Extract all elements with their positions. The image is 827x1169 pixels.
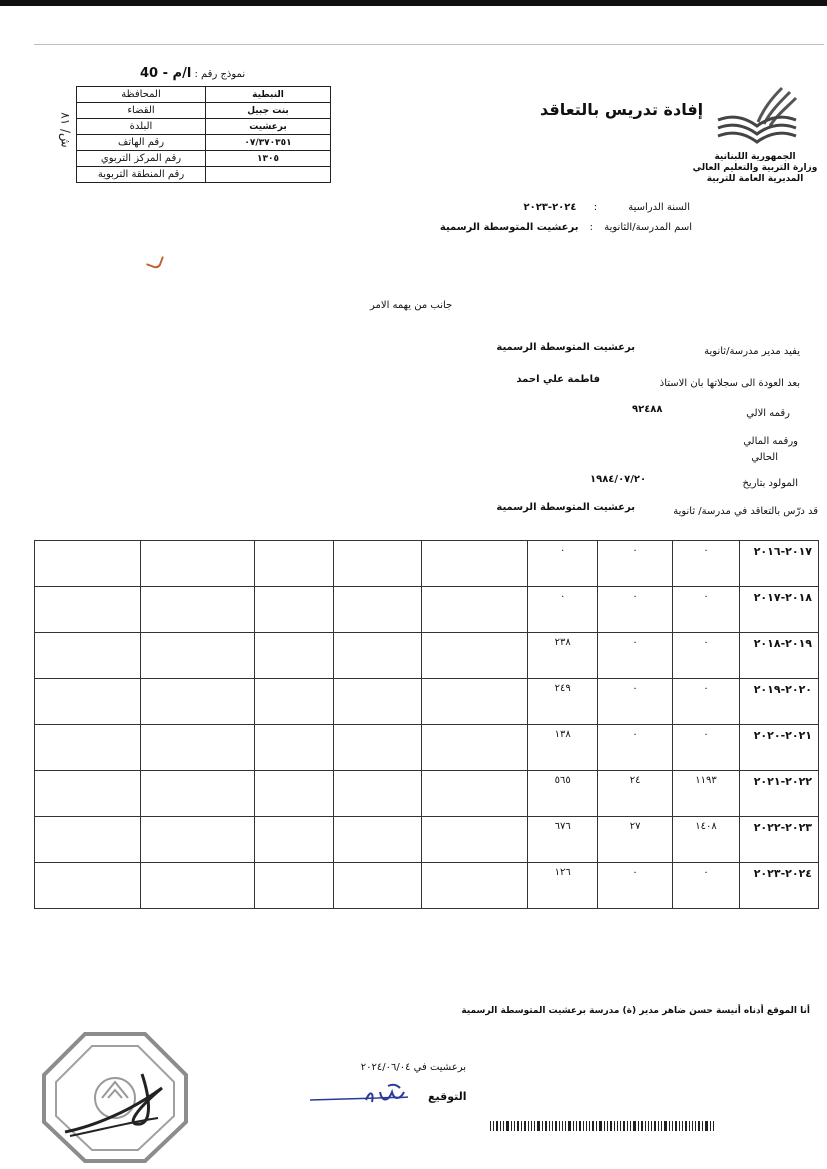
value-cell: ٠: [673, 863, 740, 909]
barcode-bar: [568, 1121, 571, 1131]
barcode-bar: [552, 1121, 553, 1131]
barcode-bar: [620, 1121, 621, 1131]
year-cell: ٢٠١٧-٢٠١٦: [739, 541, 818, 587]
value-cell: ١٣٨: [528, 725, 598, 771]
barcode-bar: [500, 1121, 501, 1131]
document-title: إفادة تدريس بالتعاقد: [540, 100, 704, 119]
barcode-bar: [521, 1121, 522, 1131]
value-cell: ٠: [528, 541, 598, 587]
ministry-line-2: وزارة التربية والتعليم العالي: [692, 163, 818, 173]
empty-cell: [140, 633, 254, 679]
barcode-bar: [555, 1121, 557, 1131]
value-cell: ٠: [673, 541, 740, 587]
empty-cell: [422, 541, 528, 587]
school-name-label: اسم المدرسة/الثانوية: [604, 222, 692, 233]
barcode-bar: [562, 1121, 563, 1131]
info-value: ١٣٠٥: [206, 151, 331, 167]
body-line2-label: بعد العودة الى سجلاتها بان الاستاذ: [659, 378, 800, 389]
empty-cell: [333, 587, 422, 633]
barcode-bar: [654, 1121, 656, 1131]
barcode-bar: [592, 1121, 594, 1131]
year-cell: ٢٠٢٠-٢٠١٩: [739, 679, 818, 725]
empty-cell: [422, 863, 528, 909]
info-value: النبطية: [206, 87, 331, 103]
info-row: [77, 151, 331, 167]
barcode-bar: [534, 1121, 535, 1131]
empty-cell: [333, 541, 422, 587]
handwritten-signature-icon: [308, 1082, 420, 1108]
empty-cell: [333, 679, 422, 725]
info-label: البلدة: [77, 119, 206, 135]
empty-cell: [140, 587, 254, 633]
value-cell: ٠: [598, 633, 673, 679]
school-name-line: اسم المدرسة/الثانوية : برعشيت المتوسطة الرسمية: [439, 222, 692, 233]
value-cell: ٢٤: [598, 771, 673, 817]
barcode-bar: [623, 1121, 625, 1131]
empty-cell: [333, 725, 422, 771]
table-row: [35, 541, 819, 587]
value-cell: ٢٣٨: [528, 633, 598, 679]
barcode-bar: [648, 1121, 649, 1131]
barcode-bar: [645, 1121, 646, 1131]
body-line1-label: يفيد مدير مدرسة/ثانوية: [704, 346, 800, 357]
barcode: [490, 1121, 758, 1131]
table-row: [35, 679, 819, 725]
value-cell: ٠: [673, 633, 740, 679]
barcode-bar: [661, 1121, 662, 1131]
info-label: المحافظة: [77, 87, 206, 103]
empty-cell: [254, 863, 333, 909]
official-stamp-icon: [40, 1030, 190, 1165]
barcode-bar: [524, 1121, 526, 1131]
barcode-bar: [545, 1121, 547, 1131]
barcode-bar: [627, 1121, 628, 1131]
barcode-bar: [682, 1121, 683, 1131]
empty-cell: [140, 541, 254, 587]
barcode-bar: [559, 1121, 560, 1131]
value-cell: ١٢٦: [528, 863, 598, 909]
auto-number: ٩٢٤٨٨: [632, 404, 663, 415]
school-name-value: برعشيت المتوسطة الرسمية: [439, 222, 579, 233]
value-cell: ٢٤٩: [528, 679, 598, 725]
barcode-bar: [658, 1121, 659, 1131]
barcode-bar: [511, 1121, 512, 1131]
year-cell: ٢٠٢٣-٢٠٢٢: [739, 817, 818, 863]
table-row: [35, 633, 819, 679]
barcode-bar: [583, 1121, 584, 1131]
info-label: رقم الهاتف: [77, 135, 206, 151]
value-cell: ٠: [598, 587, 673, 633]
body-line5-label: المولود بتاريخ: [742, 478, 798, 489]
info-label: القضاء: [77, 103, 206, 119]
empty-cell: [333, 863, 422, 909]
value-cell: ٠: [673, 679, 740, 725]
form-number-value: ا/م - 40: [140, 66, 192, 81]
empty-cell: [254, 817, 333, 863]
barcode-bar: [651, 1121, 652, 1131]
empty-cell: [140, 817, 254, 863]
barcode-bar: [630, 1121, 631, 1131]
body-line6-label: قد درّس بالتعاقد في مدرسة/ ثانوية: [673, 506, 818, 517]
empty-cell: [35, 771, 141, 817]
addressee: جانب من يهمه الامر: [370, 300, 453, 311]
barcode-bar: [565, 1121, 566, 1131]
barcode-bar: [713, 1121, 714, 1131]
table-row: [35, 817, 819, 863]
teacher-name: فاطمة علي احمد: [516, 374, 600, 385]
barcode-bar: [496, 1121, 498, 1131]
barcode-bar: [633, 1121, 636, 1131]
barcode-bar: [607, 1121, 608, 1131]
barcode-bar: [695, 1121, 696, 1131]
ministry-logo-icon: [712, 84, 802, 146]
empty-cell: [422, 587, 528, 633]
barcode-bar: [669, 1121, 670, 1131]
barcode-bar: [614, 1121, 615, 1131]
barcode-bar: [664, 1121, 667, 1131]
year-cell: ٢٠٢٤-٢٠٢٣: [739, 863, 818, 909]
empty-cell: [254, 679, 333, 725]
barcode-bar: [698, 1121, 700, 1131]
body-line1-value: برعشيت المتوسطة الرسمية: [496, 342, 635, 353]
barcode-bar: [702, 1121, 703, 1131]
body-line3-label: رقمه الالي: [746, 408, 790, 419]
ministry-line-1: الجمهورية اللبنانية: [714, 152, 796, 162]
year-cell: ٢٠٢٢-٢٠٢١: [739, 771, 818, 817]
empty-cell: [254, 541, 333, 587]
info-value: [206, 167, 331, 183]
barcode-bar: [589, 1121, 590, 1131]
academic-year-value: ٢٠٢٤-٢٠٢٣: [523, 202, 577, 213]
barcode-bar: [596, 1121, 597, 1131]
barcode-bar: [710, 1121, 711, 1131]
barcode-bar: [537, 1121, 540, 1131]
barcode-bar: [685, 1121, 687, 1131]
value-cell: ٦٧٦: [528, 817, 598, 863]
info-row: [77, 167, 331, 183]
value-cell: ٢٧: [598, 817, 673, 863]
academic-year-line: السنة الدراسية : ٢٠٢٤-٢٠٢٣: [523, 202, 690, 213]
year-cell: ٢٠٢١-٢٠٢٠: [739, 725, 818, 771]
empty-cell: [422, 679, 528, 725]
barcode-bar: [610, 1121, 612, 1131]
barcode-bar: [672, 1121, 673, 1131]
empty-cell: [254, 633, 333, 679]
barcode-bar: [675, 1121, 677, 1131]
empty-cell: [333, 633, 422, 679]
empty-cell: [35, 725, 141, 771]
empty-cell: [254, 725, 333, 771]
barcode-bar: [503, 1121, 504, 1131]
barcode-bar: [705, 1121, 708, 1131]
pen-mark: [146, 252, 164, 270]
form-number-label: نموذج رقم :: [194, 69, 246, 80]
empty-cell: [35, 679, 141, 725]
barcode-bar: [514, 1121, 515, 1131]
header-rule: [34, 44, 824, 45]
empty-cell: [35, 633, 141, 679]
body-line6-value: برعشيت المتوسطة الرسمية: [496, 502, 635, 513]
empty-cell: [35, 587, 141, 633]
info-row: [77, 119, 331, 135]
info-label: رقم المركز التربوي: [77, 151, 206, 167]
empty-cell: [140, 679, 254, 725]
barcode-bar: [542, 1121, 543, 1131]
table-row: [35, 725, 819, 771]
empty-cell: [254, 587, 333, 633]
barcode-bar: [490, 1121, 491, 1131]
teaching-hours-table: [34, 540, 819, 909]
ministry-header: [690, 152, 820, 185]
barcode-bar: [531, 1121, 532, 1131]
barcode-bar: [679, 1121, 680, 1131]
side-note: ش/ ٨١: [58, 112, 73, 148]
value-cell: ١٤٠٨: [673, 817, 740, 863]
empty-cell: [35, 863, 141, 909]
value-cell: ٠: [598, 679, 673, 725]
empty-cell: [422, 633, 528, 679]
barcode-bar: [641, 1121, 643, 1131]
empty-cell: [254, 771, 333, 817]
info-value: بنت جبيل: [206, 103, 331, 119]
info-label: رقم المنطقة التربوية: [77, 167, 206, 183]
value-cell: ٥٦٥: [528, 771, 598, 817]
signer-statement: أنا الموقع أدناه أنيسة حسن ضاهر مدير (ة) مدرسة برعشيت المتوسطة الرسمية: [461, 1006, 810, 1016]
barcode-bar: [638, 1121, 639, 1131]
body-line4-label-2: الحالي: [751, 452, 778, 463]
table-row: [35, 771, 819, 817]
value-cell: ٠: [528, 587, 598, 633]
empty-cell: [35, 817, 141, 863]
barcode-bar: [689, 1121, 690, 1131]
info-value: ٠٧/٣٧٠٣٥١: [206, 135, 331, 151]
barcode-bar: [692, 1121, 693, 1131]
info-table: [76, 86, 331, 183]
barcode-bar: [579, 1121, 581, 1131]
form-number: [140, 66, 245, 81]
barcode-bar: [599, 1121, 602, 1131]
barcode-bar: [586, 1121, 587, 1131]
empty-cell: [422, 771, 528, 817]
barcode-bar: [604, 1121, 605, 1131]
barcode-bar: [517, 1121, 519, 1131]
info-row: [77, 135, 331, 151]
birth-date: ١٩٨٤/٠٧/٢٠: [590, 474, 647, 485]
barcode-bar: [576, 1121, 577, 1131]
empty-cell: [422, 817, 528, 863]
info-value: برعشيت: [206, 119, 331, 135]
table-row: [35, 863, 819, 909]
barcode-bar: [506, 1121, 509, 1131]
empty-cell: [333, 771, 422, 817]
body-line4-label: ورقمه المالي: [743, 436, 798, 447]
info-row: [77, 103, 331, 119]
barcode-bar: [528, 1121, 529, 1131]
value-cell: ٠: [598, 725, 673, 771]
table-row: [35, 587, 819, 633]
empty-cell: [140, 725, 254, 771]
year-cell: ٢٠١٨-٢٠١٧: [739, 587, 818, 633]
scan-top-edge: [0, 0, 827, 6]
empty-cell: [35, 541, 141, 587]
barcode-bar: [549, 1121, 550, 1131]
value-cell: ١١٩٣: [673, 771, 740, 817]
empty-cell: [333, 817, 422, 863]
barcode-bar: [493, 1121, 494, 1131]
value-cell: ٠: [598, 541, 673, 587]
barcode-bar: [617, 1121, 618, 1131]
empty-cell: [140, 771, 254, 817]
value-cell: ٠: [673, 725, 740, 771]
empty-cell: [422, 725, 528, 771]
place-date: برعشيت في ٢٠٢٤/٠٦/٠٤: [360, 1062, 466, 1073]
year-cell: ٢٠١٩-٢٠١٨: [739, 633, 818, 679]
info-row: [77, 87, 331, 103]
signature-label: التوقيع: [428, 1090, 467, 1103]
academic-year-label: السنة الدراسية: [628, 202, 690, 213]
ministry-line-3: المديرية العامة للتربية: [706, 174, 804, 184]
value-cell: ٠: [673, 587, 740, 633]
empty-cell: [140, 863, 254, 909]
barcode-bar: [573, 1121, 574, 1131]
value-cell: ٠: [598, 863, 673, 909]
